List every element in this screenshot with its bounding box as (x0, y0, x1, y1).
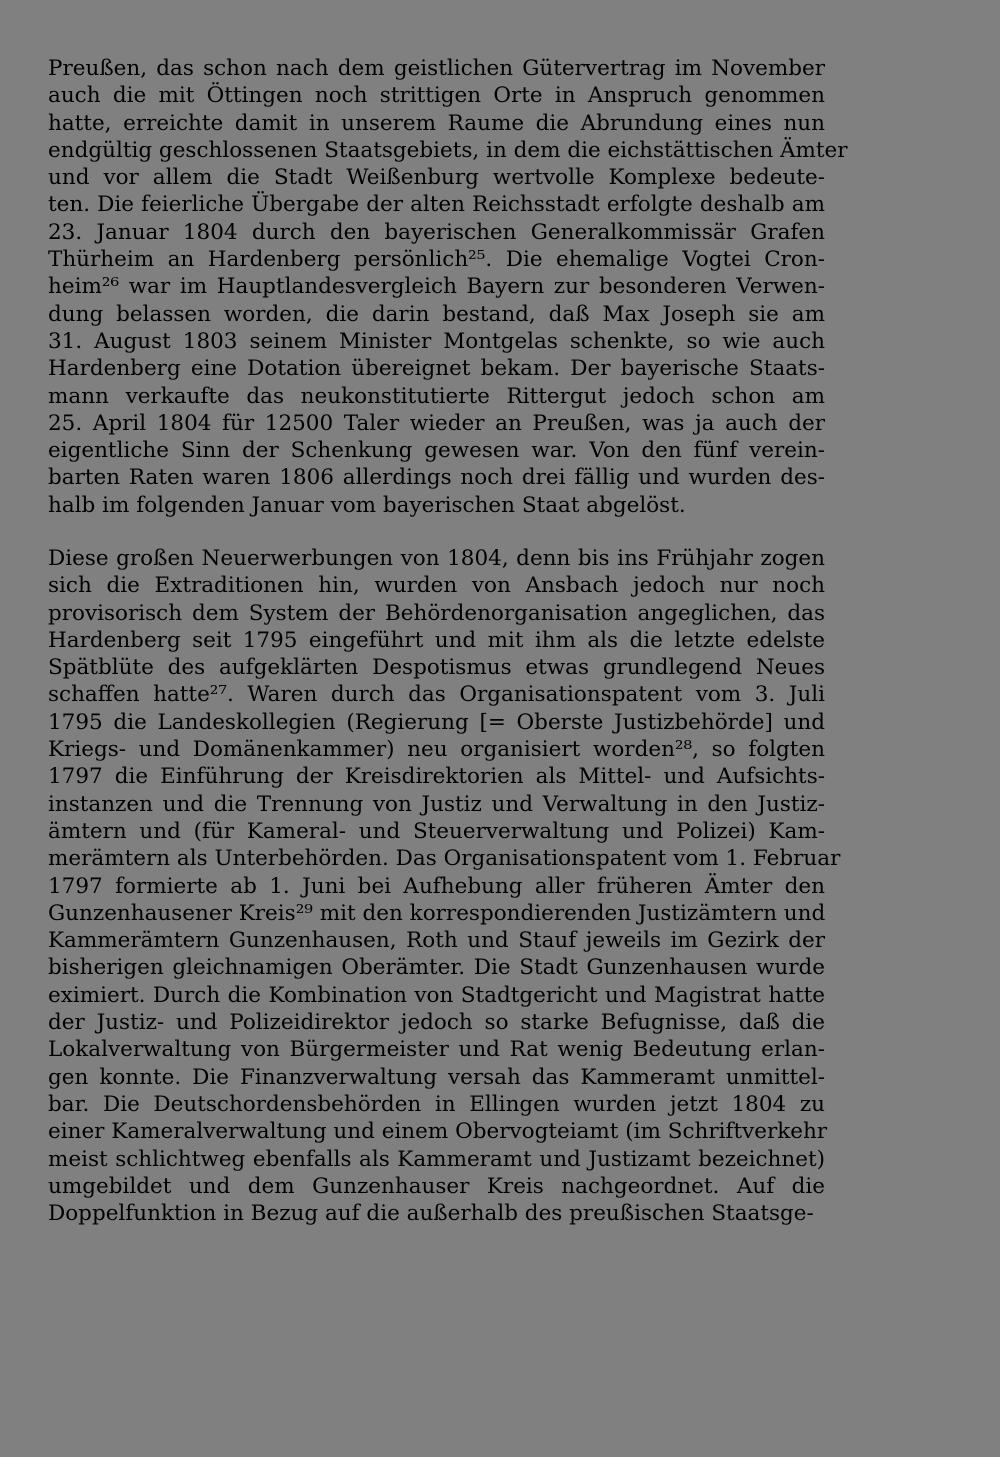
text-line: Preußen, das schon nach dem geistlichen Gütervertrag im November (48, 56, 825, 81)
text-line: umgebildet und dem Gunzenhauser Kreis nachgeordnet. Auf die (48, 1173, 825, 1199)
paragraph-2 (48, 545, 841, 1227)
text-line: bar. Die Deutschordensbehörden in Ellingen wurden jetzt 1804 zu (48, 1091, 825, 1117)
text-line: 23. Januar 1804 durch den bayerischen Generalkommissär Grafen (48, 219, 825, 245)
paragraph-1 (48, 55, 848, 519)
text-line: eximiert. Durch die Kombination von Stadtgericht und Magistrat hatte (48, 982, 825, 1008)
text-line: mann verkaufte das neukonstitutierte Rittergut jedoch schon am (48, 383, 825, 409)
text-line: merämtern als Unterbehörden. Das Organisationspatent vom 1. Februar (48, 846, 841, 872)
text-line: heim²⁶ war im Hauptlandesvergleich Bayern zur besonderen Verwen- (48, 274, 825, 300)
text-line: Kammerämtern Gunzenhausen, Roth und Stauf jeweils im Gezirk der (48, 928, 825, 954)
text-line: auch die mit Öttingen noch strittigen Orte in Anspruch genommen (48, 83, 825, 109)
text-line: Lokalverwaltung von Bürgermeister und Rat wenig Bedeutung erlan- (48, 1037, 825, 1063)
text-line: der Justiz- und Polizeidirektor jedoch so starke Befugnisse, daß die (48, 1010, 825, 1036)
text-line: einer Kameralverwaltung und einem Obervogteiamt (im Schriftverkehr (48, 1119, 828, 1145)
text-line: Kriegs- und Domänenkammer) neu organisiert worden²⁸, so folgten (48, 737, 825, 763)
text-line: halb im folgenden Januar vom bayerischen Staat abgelöst. (48, 492, 686, 518)
text-line: Hardenberg seit 1795 eingeführt und mit ihm als die letzte edelste (48, 627, 825, 653)
text-line: bisherigen gleichnamigen Oberämter. Die Stadt Gunzenhausen wurde (48, 955, 825, 981)
text-line: 31. August 1803 seinem Minister Montgelas schenkte, so wie auch (48, 328, 825, 354)
text-line: schaffen hatte²⁷. Waren durch das Organisationspatent vom 3. Juli (48, 682, 825, 708)
text-line: und vor allem die Stadt Weißenburg wertvolle Komplexe bedeute- (48, 165, 825, 191)
text-line: gen konnte. Die Finanzverwaltung versah das Kammeramt unmittel- (48, 1064, 825, 1090)
text-line: eigentliche Sinn der Schenkung gewesen war. Von den fünf verein- (48, 438, 825, 464)
text-line: Diese großen Neuerwerbungen von 1804, denn bis ins Frühjahr zogen (48, 546, 825, 571)
text-line: barten Raten waren 1806 allerdings noch drei fällig und wurden des- (48, 465, 825, 491)
text-line: 1797 formierte ab 1. Juni bei Aufhebung aller früheren Ämter den (48, 873, 825, 899)
text-line: 25. April 1804 für 12500 Taler wieder an Preußen, was ja auch der (48, 410, 825, 436)
text-line: meist schlichtweg ebenfalls als Kammeramt und Justizamt bezeichnet) (48, 1146, 825, 1172)
text-line: Thürheim an Hardenberg persönlich²⁵. Die ehemalige Vogtei Cron- (48, 247, 825, 273)
text-line: dung belassen worden, die darin bestand, daß Max Joseph sie am (48, 301, 825, 327)
text-line: 1797 die Einführung der Kreisdirektorien als Mittel- und Aufsichts- (48, 764, 825, 790)
text-line: 1795 die Landeskollegien (Regierung [= Oberste Justizbehörde] und (48, 709, 825, 735)
text-line: Hardenberg eine Dotation übereignet bekam. Der bayerische Staats- (48, 356, 825, 382)
text-line: ämtern und (für Kameral- und Steuerverwaltung und Polizei) Kam- (48, 818, 825, 844)
text-line: instanzen und die Trennung von Justiz und Verwaltung in den Justiz- (48, 791, 825, 817)
text-line: hatte, erreichte damit in unserem Raume die Abrundung eines nun (48, 110, 825, 136)
text-line: Spätblüte des aufgeklärten Despotismus etwas grundlegend Neues (48, 655, 825, 681)
text-line: provisorisch dem System der Behördenorganisation angeglichen, das (48, 600, 825, 626)
text-line: endgültig geschlossenen Staatsgebiets, in dem die eichstättischen Ämter (48, 137, 848, 163)
text-line: Gunzenhausener Kreis²⁹ mit den korrespondierenden Justizämtern und (48, 900, 826, 926)
text-line: sich die Extraditionen hin, wurden von Ansbach jedoch nur noch (48, 573, 825, 599)
text-line: Doppelfunktion in Bezug auf die außerhalb des preußischen Staatsge- (48, 1201, 814, 1227)
text-line: ten. Die feierliche Übergabe der alten Reichsstadt erfolgte deshalb am (48, 192, 825, 218)
